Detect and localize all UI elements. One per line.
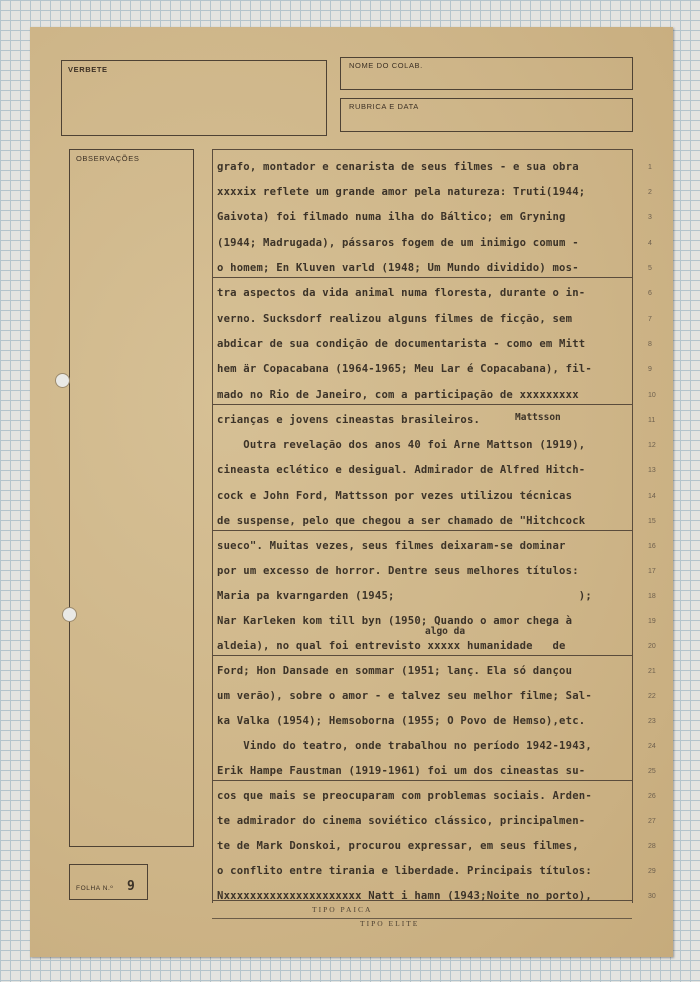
line-number: 2 — [648, 189, 652, 196]
line-number: 6 — [648, 290, 652, 297]
rubrica-box — [340, 98, 633, 132]
text-line: grafo, montador e cenarista de seus filmes - e sua obra — [217, 161, 579, 173]
line-number: 28 — [648, 843, 656, 850]
observacoes-label: OBSERVAÇÕES — [76, 154, 140, 163]
line-number: 12 — [648, 442, 656, 449]
text-line: crianças e jovens cineastas brasileiros. — [217, 414, 481, 426]
line-number: 21 — [648, 668, 656, 675]
colab-label: NOME DO COLAB. — [349, 61, 423, 70]
text-line: um verão), sobre o amor - e talvez seu melhor filme; Sal- — [217, 690, 592, 702]
colab-box — [340, 57, 633, 90]
line-number: 30 — [648, 893, 656, 900]
folha-label: FOLHA N.º — [76, 885, 114, 892]
line-number: 29 — [648, 868, 656, 875]
line-number: 7 — [648, 316, 652, 323]
text-line: o conflito entre tirania e liberdade. Principais títulos: — [217, 865, 592, 877]
text-line: por um excesso de horror. Dentre seus melhores títulos: — [217, 565, 579, 577]
line-number: 15 — [648, 518, 656, 525]
text-line: cineasta eclético e desigual. Admirador de Alfred Hitch- — [217, 464, 586, 476]
text-line: te admirador do cinema soviético clássico, principalmen- — [217, 815, 586, 827]
tipo-separator — [212, 918, 632, 919]
text-line: hem är Copacabana (1964-1965; Meu Lar é Copacabana), fil- — [217, 363, 592, 375]
line-number: 23 — [648, 718, 656, 725]
text-line: ka Valka (1954); Hemsoborna (1955; O Povo de Hemso),etc. — [217, 715, 586, 727]
line-number: 16 — [648, 543, 656, 550]
text-line: abdicar de sua condição de documentarista - como em Mitt — [217, 338, 586, 350]
line-number: 13 — [648, 467, 656, 474]
text-line: te de Mark Donskoi, procurou expressar, em seus filmes, — [217, 840, 579, 852]
text-line: verno. Sucksdorf realizou alguns filmes de ficção, sem — [217, 313, 573, 325]
line-number: 1 — [648, 164, 652, 171]
line-number: 11 — [648, 417, 656, 424]
observacoes-box — [69, 149, 194, 847]
line-number: 8 — [648, 341, 652, 348]
line-number: 22 — [648, 693, 656, 700]
text-line: cos que mais se preocuparam com problemas sociais. Arden- — [217, 790, 592, 802]
line-number: 5 — [648, 265, 652, 272]
text-line: Vindo do teatro, onde trabalhou no período 1942-1943, — [217, 740, 592, 752]
text-line: Nxxxxxxxxxxxxxxxxxxxxx Natt i hamn (1943;Noite no porto), — [217, 890, 592, 902]
line-number: 27 — [648, 818, 656, 825]
text-line: mado no Rio de Janeiro, com a participação de xxxxxxxxx — [217, 389, 579, 401]
punch-hole — [55, 373, 70, 388]
text-line: (1944; Madrugada), pássaros fogem de um inimigo comum - — [217, 237, 579, 249]
line-number: 4 — [648, 240, 652, 247]
insertion-algo-da: algo da — [425, 626, 466, 637]
text-line: Gaivota) foi filmado numa ilha do Báltico; em Gryning — [217, 211, 566, 223]
line-number: 25 — [648, 768, 656, 775]
text-line: Outra revelação dos anos 40 foi Arne Mattson (1919), — [217, 439, 586, 451]
verbete-box — [61, 60, 327, 136]
text-frame-right — [632, 149, 633, 903]
text-line: Maria pa kvarngarden (1945; ); — [217, 590, 592, 602]
insertion-mattsson: Mattsson — [515, 412, 561, 423]
text-line: sueco". Muitas vezes, seus filmes deixaram-se dominar — [217, 540, 566, 552]
line-number: 26 — [648, 793, 656, 800]
text-line: tra aspectos da vida animal numa floresta, durante o in- — [217, 287, 586, 299]
rubrica-label: RUBRICA E DATA — [349, 102, 419, 111]
line-number: 14 — [648, 493, 656, 500]
punch-hole — [62, 607, 77, 622]
text-line: Nar Karleken kom till byn (1950; Quando o amor chega à — [217, 615, 573, 627]
text-line: Ford; Hon Dansade en sommar (1951; lanç. Ela só dançou — [217, 665, 573, 677]
text-line: Erik Hampe Faustman (1919-1961) foi um dos cineastas su- — [217, 765, 586, 777]
line-number: 19 — [648, 618, 656, 625]
text-line: cock e John Ford, Mattsson por vezes utilizou técnicas — [217, 490, 573, 502]
verbete-label: VERBETE — [68, 65, 108, 74]
tipo-elite-label: TIPO ELITE — [360, 919, 420, 928]
folha-box — [69, 864, 148, 900]
form-sheet — [30, 27, 673, 957]
folha-number: 9 — [127, 879, 135, 894]
rule-line — [212, 149, 632, 150]
tipo-paica-label: TIPO PAICA — [312, 905, 373, 914]
line-number: 20 — [648, 643, 656, 650]
text-line: de suspense, pelo que chegou a ser chamado de "Hitchcock — [217, 515, 586, 527]
line-number: 10 — [648, 392, 656, 399]
line-number: 9 — [648, 366, 652, 373]
text-line: xxxxix reflete um grande amor pela natureza: Truti(1944; — [217, 186, 586, 198]
text-line: o homem; En Kluven varld (1948; Um Mundo dividido) mos- — [217, 262, 579, 274]
line-number: 17 — [648, 568, 656, 575]
text-frame-left — [212, 149, 213, 903]
text-line: aldeia), no qual foi entrevisto xxxxx humanidade de — [217, 640, 566, 652]
line-number: 3 — [648, 214, 652, 221]
line-number: 18 — [648, 593, 656, 600]
line-number: 24 — [648, 743, 656, 750]
